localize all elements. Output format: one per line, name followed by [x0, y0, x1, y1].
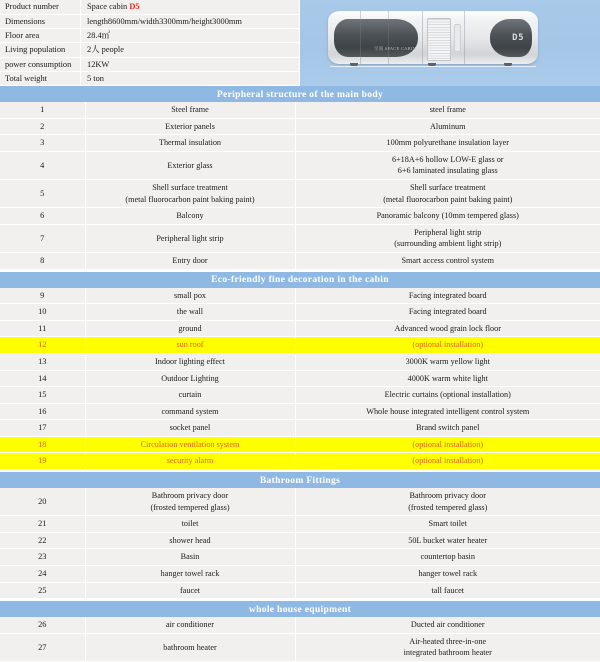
row-number: 24 — [0, 566, 85, 583]
product-image-panel — [300, 0, 600, 86]
cabin-logo-mark: 空间 SPACE CABIN — [374, 46, 417, 51]
summary-row — [0, 0, 300, 14]
row-item-line: Balcony — [176, 211, 204, 221]
section-title: Peripheral structure of the main body — [0, 86, 600, 102]
table-row — [0, 516, 600, 533]
row-item-name — [85, 617, 295, 633]
table-row — [0, 353, 600, 370]
row-item-line: air conditioner — [166, 620, 214, 630]
table-row — [0, 387, 600, 404]
row-item-name — [85, 337, 295, 354]
row-description-line: steel frame — [429, 105, 466, 114]
row-number: 20 — [0, 488, 85, 516]
table-row — [0, 617, 600, 633]
table-row — [0, 582, 600, 599]
row-item-name — [85, 135, 295, 152]
configuration-table-body — [0, 86, 600, 662]
row-number: 4 — [0, 151, 85, 179]
row-description-line: Bathroom privacy door — [409, 491, 486, 501]
row-number: 15 — [0, 387, 85, 404]
row-description-line: Facing integrated board — [408, 307, 487, 317]
summary-value-accent: D5 — [129, 2, 140, 12]
row-item-line: shower head — [169, 535, 211, 545]
row-item-line: Entry door — [172, 255, 208, 265]
row-description-line: Air-heated three-in-one — [409, 636, 487, 646]
row-item-name — [85, 304, 295, 321]
row-item-description — [295, 337, 600, 354]
row-description-line: Panoramic balcony (10mm tempered glass) — [376, 211, 519, 221]
row-item-name — [85, 633, 295, 661]
row-item-line: (frosted tempered glass) — [150, 502, 230, 512]
row-item-name — [85, 549, 295, 566]
row-item-line: ground — [178, 323, 202, 333]
row-item-description — [295, 436, 600, 453]
product-image-background — [300, 0, 600, 86]
section-header-row — [0, 272, 600, 288]
cabin-model-badge: D5 — [512, 33, 524, 43]
row-item-line: the wall — [176, 307, 204, 317]
row-item-line: Indoor lighting effect — [155, 356, 225, 366]
row-item-line: Circulation ventilation system — [140, 439, 240, 449]
row-description-line: Advanced wood grain lock floor — [394, 323, 501, 333]
table-row — [0, 532, 600, 549]
section-header-row — [0, 601, 600, 617]
section-title: Eco-friendly fine decoration in the cabin — [0, 272, 600, 288]
row-number: 11 — [0, 320, 85, 337]
table-row — [0, 549, 600, 566]
table-row — [0, 179, 600, 207]
row-item-description — [295, 403, 600, 420]
table-row — [0, 224, 600, 252]
row-item-description — [295, 617, 600, 633]
row-item-line: (metal fluorocarbon paint baking paint) — [125, 194, 255, 204]
row-description-line: 50L bucket water heater — [408, 535, 488, 545]
row-item-line: Steel frame — [171, 105, 209, 114]
row-item-description — [295, 135, 600, 152]
row-description-line: (frosted tempered glass) — [408, 502, 488, 512]
row-description-line: tall faucet — [431, 585, 465, 595]
summary-value-text: 5 ton — [87, 73, 104, 83]
row-item-name — [85, 353, 295, 370]
row-item-name — [85, 224, 295, 252]
row-item-line: security alarm — [166, 456, 214, 466]
table-row — [0, 208, 600, 225]
row-item-description — [295, 420, 600, 437]
row-number: 10 — [0, 304, 85, 321]
row-description-line: Whole house integrated intelligent control system — [366, 406, 530, 416]
row-item-description — [295, 633, 600, 661]
summary-value — [81, 71, 300, 85]
summary-value — [81, 57, 300, 71]
row-number: 18 — [0, 436, 85, 453]
row-item-line: toilet — [181, 519, 199, 529]
row-item-line: command system — [161, 406, 219, 416]
summary-value — [81, 29, 300, 43]
table-row-optional — [0, 453, 600, 470]
cabin-glass-right — [490, 19, 532, 57]
section-title: whole house equipment — [0, 601, 600, 617]
row-item-description — [295, 532, 600, 549]
row-item-description — [295, 566, 600, 583]
row-number: 25 — [0, 582, 85, 599]
summary-row — [0, 29, 300, 43]
table-row — [0, 252, 600, 269]
summary-row — [0, 14, 300, 28]
row-item-name — [85, 208, 295, 225]
row-item-description — [295, 252, 600, 269]
row-number: 19 — [0, 453, 85, 470]
row-item-line: Exterior panels — [165, 121, 215, 131]
row-item-line: bathroom heater — [163, 642, 217, 652]
row-number: 12 — [0, 337, 85, 354]
row-number: 21 — [0, 516, 85, 533]
cabin-ground-line — [330, 66, 536, 67]
row-description-line: hanger towel rack — [418, 569, 478, 579]
product-summary-table — [0, 0, 300, 86]
cabin-seam — [388, 11, 389, 64]
row-item-description — [295, 179, 600, 207]
table-row — [0, 420, 600, 437]
row-description-line: (optional installation) — [412, 439, 484, 449]
row-description-line: Shell surface treatment — [410, 182, 486, 192]
row-item-description — [295, 208, 600, 225]
row-item-description — [295, 582, 600, 599]
row-description-line: Aluminum — [430, 121, 466, 131]
row-item-description — [295, 304, 600, 321]
row-item-description — [295, 387, 600, 404]
table-row — [0, 135, 600, 152]
row-number: 26 — [0, 617, 85, 633]
row-number: 3 — [0, 135, 85, 152]
row-item-line: Shell surface treatment — [152, 182, 228, 192]
row-item-name — [85, 582, 295, 599]
row-item-description — [295, 516, 600, 533]
row-item-name — [85, 252, 295, 269]
row-number: 7 — [0, 224, 85, 252]
summary-label: power consumption — [0, 57, 81, 71]
row-number: 8 — [0, 252, 85, 269]
row-item-name — [85, 453, 295, 470]
summary-row — [0, 71, 300, 85]
row-description-line: (surrounding ambient light strip) — [394, 239, 502, 249]
summary-label: Floor area — [0, 29, 81, 43]
row-number: 13 — [0, 353, 85, 370]
row-item-name — [85, 151, 295, 179]
row-description-line: Electric curtains (optional installation) — [384, 390, 511, 400]
summary-value-text: 2人 people — [87, 45, 124, 55]
table-row — [0, 488, 600, 516]
row-number: 1 — [0, 102, 85, 118]
table-row — [0, 118, 600, 135]
table-row — [0, 566, 600, 583]
row-number: 17 — [0, 420, 85, 437]
row-description-line: 3000K warm yellow light — [405, 356, 490, 366]
summary-row — [0, 43, 300, 57]
row-item-name — [85, 436, 295, 453]
row-item-description — [295, 370, 600, 387]
row-item-line: sun roof — [176, 340, 204, 350]
row-description-line: Ducted air conditioner — [410, 620, 485, 630]
row-item-description — [295, 288, 600, 304]
summary-value-text: Space cabin — [87, 2, 130, 12]
summary-label: Living population — [0, 43, 81, 57]
row-number: 16 — [0, 403, 85, 420]
summary-value — [81, 14, 300, 28]
summary-label: Dimensions — [0, 14, 81, 28]
table-row — [0, 151, 600, 179]
row-item-description — [295, 320, 600, 337]
cabin-seam — [360, 11, 361, 64]
table-row — [0, 288, 600, 304]
row-item-name — [85, 387, 295, 404]
table-row-optional — [0, 436, 600, 453]
summary-value-text: 28.4㎡ — [87, 31, 111, 41]
section-header-row — [0, 472, 600, 488]
summary-value-text: length8600mm/width3300mm/height3000mm — [87, 16, 242, 26]
table-row-optional — [0, 337, 600, 354]
row-item-description — [295, 453, 600, 470]
row-description-line: 6+6 laminated insulating glass — [397, 166, 498, 176]
row-item-line: Basin — [180, 552, 200, 562]
row-item-name — [85, 516, 295, 533]
cabin-illustration — [328, 11, 538, 68]
table-row — [0, 304, 600, 321]
row-number: 22 — [0, 532, 85, 549]
row-description-line: (optional installation) — [412, 456, 484, 466]
row-item-name — [85, 118, 295, 135]
table-row — [0, 102, 600, 118]
table-row — [0, 633, 600, 661]
summary-value-text: 12KW — [87, 59, 110, 69]
row-item-line: socket panel — [169, 423, 211, 433]
row-item-line: Outdoor Lighting — [161, 373, 219, 383]
row-item-line: faucet — [180, 585, 200, 595]
row-item-description — [295, 549, 600, 566]
summary-value — [81, 43, 300, 57]
row-item-line: Exterior glass — [167, 160, 213, 170]
row-number: 27 — [0, 633, 85, 661]
row-description-line: 100mm polyurethane insulation layer — [386, 138, 510, 148]
summary-header-area — [0, 0, 600, 86]
row-item-line: curtain — [178, 390, 202, 400]
row-number: 9 — [0, 288, 85, 304]
row-description-line: 6+18A+6 hollow LOW-E glass or — [391, 154, 504, 164]
row-item-line: hanger towel rack — [160, 569, 220, 579]
table-row — [0, 403, 600, 420]
row-item-name — [85, 532, 295, 549]
row-item-name — [85, 370, 295, 387]
section-title: Bathroom Fittings — [0, 472, 600, 488]
row-item-name — [85, 179, 295, 207]
row-description-line: (metal fluorocarbon paint baking paint) — [383, 194, 513, 204]
row-item-description — [295, 102, 600, 118]
row-item-name — [85, 320, 295, 337]
row-number: 5 — [0, 179, 85, 207]
cabin-seam — [464, 11, 465, 64]
product-summary-body — [0, 0, 300, 86]
row-item-line: Bathroom privacy door — [151, 491, 229, 501]
summary-row — [0, 57, 300, 71]
cabin-seam — [422, 11, 423, 64]
row-description-line: Brand switch panel — [416, 423, 480, 433]
row-item-name — [85, 288, 295, 304]
row-item-line: small pox — [173, 290, 207, 300]
row-item-description — [295, 353, 600, 370]
summary-label: Total weight — [0, 71, 81, 85]
row-description-line: Smart toilet — [428, 519, 467, 529]
row-description-line: Facing integrated board — [408, 290, 487, 300]
row-description-line: (optional installation) — [412, 340, 484, 350]
configuration-table — [0, 86, 600, 662]
row-item-name — [85, 403, 295, 420]
row-number: 14 — [0, 370, 85, 387]
cabin-door-side-panel — [454, 24, 461, 52]
row-item-name — [85, 566, 295, 583]
row-item-line: Thermal insulation — [158, 138, 222, 148]
row-description-line: integrated bathroom heater — [403, 648, 492, 658]
row-item-description — [295, 488, 600, 516]
row-item-description — [295, 224, 600, 252]
row-number: 6 — [0, 208, 85, 225]
row-number: 23 — [0, 549, 85, 566]
row-description-line: countertop basin — [420, 552, 475, 562]
row-item-name — [85, 420, 295, 437]
row-item-line: Peripheral light strip — [156, 233, 224, 243]
row-item-description — [295, 151, 600, 179]
table-row — [0, 320, 600, 337]
row-number: 2 — [0, 118, 85, 135]
row-item-name — [85, 102, 295, 118]
section-header-row — [0, 86, 600, 102]
summary-value — [81, 0, 300, 14]
row-description-line: Smart access control system — [401, 255, 495, 265]
cabin-door — [427, 18, 451, 61]
summary-label: Product number — [0, 0, 81, 14]
row-item-name — [85, 488, 295, 516]
row-description-line: Peripheral light strip — [414, 227, 482, 237]
row-description-line: 4000K warm white light — [407, 373, 488, 383]
table-row — [0, 370, 600, 387]
row-item-description — [295, 118, 600, 135]
